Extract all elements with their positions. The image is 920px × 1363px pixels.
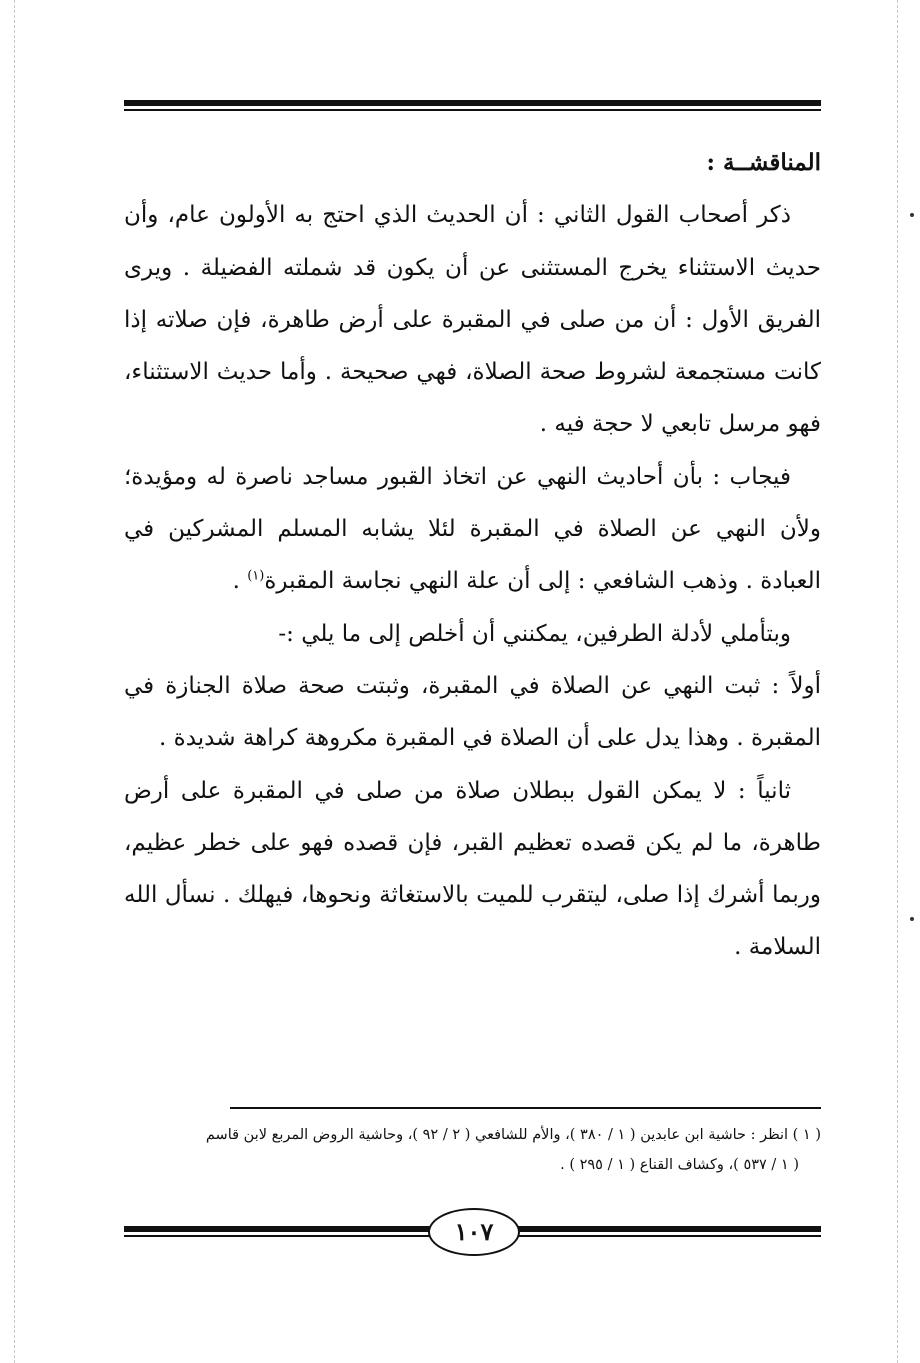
paragraph-2-text: فيجاب : بأن أحاديث النهي عن اتخاذ القبور مساجد ناصرة له ومؤيدة؛ ولأن النهي عن الصلاة في المقبرة لئلا يشابه المسلم المشركين في العبادة . وذهب الشافعي : إلى أن علة النهي نجاسة المقبرة xyxy=(124,463,821,595)
footnote-1-line-2: ( ١ / ٥٣٧ )، وكشاف القناع ( ١ / ٢٩٥ ) . xyxy=(560,1157,799,1173)
margin-mark xyxy=(910,213,914,217)
paragraph-1: ذكر أصحاب القول الثاني : أن الحديث الذي احتج به الأولون عام، وأن حديث الاستثناء يخرج المستثنى عن أن يكون قد شملته الفضيلة . ويرى الفريق الأول : أن من صلى في المقبرة على أرض طاهرة، فإن صلاته إذا كانت مستجمعة لشروط صحة الصلاة، فهي صحيحة . وأما حديث الاستثناء، فهو مرسل تابعي لا حجة فيه . xyxy=(124,202,821,438)
header-rule xyxy=(124,100,821,110)
margin-mark xyxy=(910,917,914,921)
paragraph-5: ثانياً : لا يمكن القول ببطلان صلاة من صلى في المقبرة على أرض طاهرة، ما لم يكن قصده تعظيم القبر، فإن قصده فهو على خطر عظيم، وربما أشرك إذا صلى، ليتقرب للميت بالاستغاثة ونحوها، فيهلك . نسأل الله السلامة . xyxy=(124,777,821,961)
page-number: ١٠٧ xyxy=(428,1208,520,1256)
scan-edge-line-left xyxy=(14,0,15,1363)
paragraph-3: وبتأملي لأدلة الطرفين، يمكنني أن أخلص إلى ما يلي :- xyxy=(278,620,791,647)
paragraph-2 xyxy=(124,451,821,608)
paragraph-4: أولاً : ثبت النهي عن الصلاة في المقبرة، وثبتت صحة صلاة الجنازة في المقبرة . وهذا يدل على أن الصلاة في المقبرة مكروهة كراهة شديدة . xyxy=(124,672,821,752)
paragraph-2-end: . xyxy=(232,568,248,595)
scan-edge-line-right xyxy=(897,0,898,1363)
footnote-marker: (١) xyxy=(247,568,265,584)
main-text xyxy=(124,137,821,974)
footnotes xyxy=(124,1120,821,1180)
footnote-separator xyxy=(230,1107,821,1109)
section-heading: المناقشــة : xyxy=(706,149,821,176)
footnote-1-line-1: ( ١ ) انظر : حاشية ابن عابدين ( ١ / ٣٨٠ )، والأم للشافعي ( ٢ / ٩٢ )، وحاشية الروض المربع لابن قاسم xyxy=(205,1127,821,1143)
